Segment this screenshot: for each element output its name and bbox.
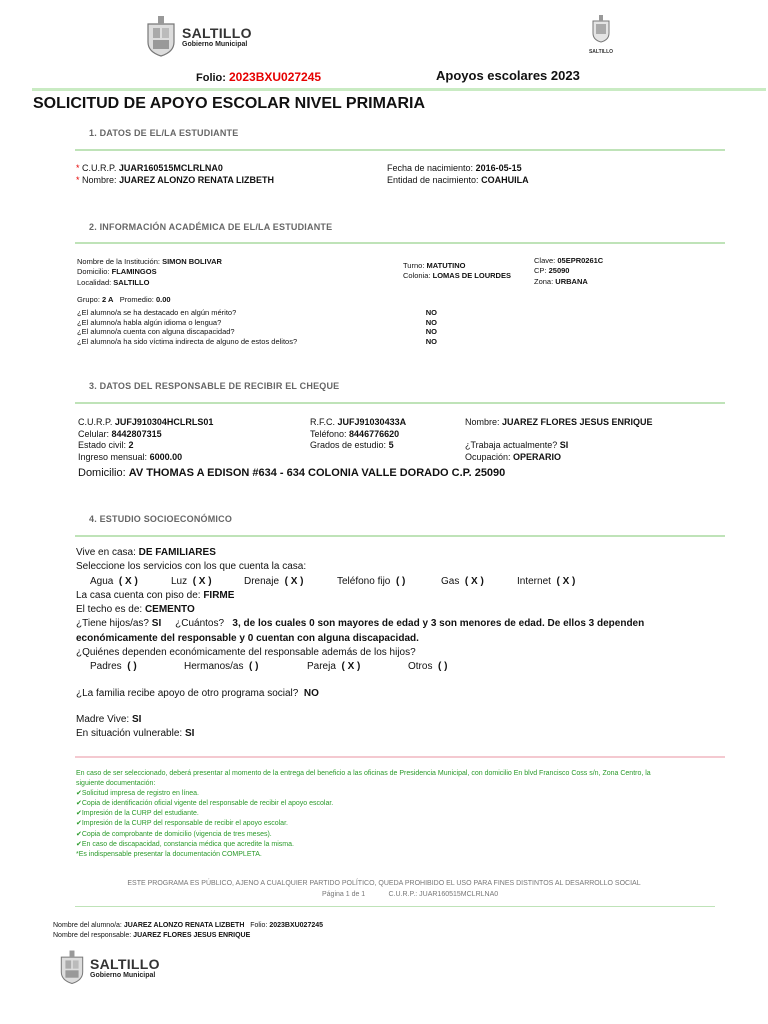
services-label: Seleccione los servicios con los que cuenta la casa: [76,561,307,573]
school-address: Domicilio: FLAMINGOS [77,267,157,276]
documentation-notice [76,769,726,860]
responsible-col-3 [465,417,653,463]
small-coat-of-arms-icon [590,14,612,44]
footer-coat-of-arms-icon [58,946,86,988]
notice-divider [75,756,725,758]
school-zone: Zona: URBANA [534,277,588,286]
section-1-divider [75,149,725,151]
small-logo [584,14,618,55]
saltillo-logo [144,14,252,58]
disclaimer: ESTE PROGRAMA ES PÚBLICO, AJENO A CUALQUIER PARTIDO POLÍTICO, QUEDA PROHIBIDO EL USO PARA FINES DISTINTOS AL DESARROLLO SOCIAL [127,880,641,887]
notice-item: ✔Copia de comprobante de domicilio (vigencia de tres meses). [76,830,272,838]
footer-logo-name: SALTILLO [90,955,160,972]
student-questions [77,308,437,346]
notice-item: ✔En caso de discapacidad, constancia médica que acredite la misma. [76,840,294,848]
section-3-divider [75,402,725,404]
dependent-item: Pareja ( X ) [307,661,361,673]
responsible-address: Domicilio: AV THOMAS A EDISON #634 - 634 COLONIA VALLE DORADO C.P. 25090 [78,467,506,479]
question-row: ¿El alumno/a se ha destacado en algún mérito? NO [77,308,437,317]
school-colonia: Colonia: LOMAS DE LOURDES [403,271,511,280]
footer-divider [75,906,715,907]
responsible-works: ¿Trabaja actualmente? SI [465,440,569,450]
section-4-divider [75,535,725,537]
children: ¿Tiene hijos/as? SI ¿Cuántos? 3, de los cuales 0 son mayores de edad y 3 son menores de edad. De ellos 3 dependen [76,618,645,630]
responsible-cell: Celular: 8442807315 [78,428,162,439]
dependent-item: Padres ( ) [90,661,137,673]
responsible-col-1 [78,417,213,463]
responsible-rfc: R.F.C. JUFJ91030433A [310,417,407,427]
folio: Folio: 2023BXU027245 [196,70,322,84]
program-name: Apoyos escolares 2023 [436,68,580,83]
folio-value: 2023BXU027245 [229,70,322,84]
socioeconomic-block [76,546,716,742]
lives-in: Vive en casa: DE FAMILIARES [76,547,216,558]
student-name: * Nombre: JUAREZ ALONZO RENATA LIZBETH [76,175,275,185]
dependent-item: Otros ( ) [408,661,448,673]
school-key: Clave: 05EPR0261C [534,256,604,265]
section-2-title: 2. INFORMACIÓN ACADÉMICA DE EL/LA ESTUDIANTE [89,222,333,232]
page-title: SOLICITUD DE APOYO ESCOLAR NIVEL PRIMARIA [33,95,426,112]
school-cp: CP: 25090 [534,266,570,275]
footer-responsible: Nombre del responsable: JUAREZ FLORES JESUS ENRIQUE [53,932,251,939]
section-1-title: 1. DATOS DE EL/LA ESTUDIANTE [89,128,239,138]
school-locality: Localidad: SALTILLO [77,278,150,287]
notice-item: ✔Solicitud impresa de registro en línea. [76,790,199,798]
responsible-name: Nombre: JUAREZ FLORES JESUS ENRIQUE [465,417,653,427]
children-detail: económicamente del responsable y 0 cuentan con alguna discapacidad. [76,632,419,644]
logo-name: SALTILLO [182,24,252,41]
dependents-list [76,660,716,674]
question-row: ¿El alumno/a ha sido víctima indirecta de alguno de estos delitos? NO [77,336,437,346]
small-logo-text: SALTILLO [588,49,614,55]
notice-item: ✔Copia de identificación oficial vigente del responsable de recibir el apoyo escolar. [76,800,334,808]
responsible-occupation: Ocupación: OPERARIO [465,451,562,462]
mother-alive: Madre Vive: SI [76,713,142,725]
student-birthdate: Fecha de nacimiento: 2016-05-15 [387,163,522,173]
footer-logo-subtitle: Gobierno Municipal [90,971,156,979]
question-row: ¿El alumno/a cuenta con alguna discapacidad? NO [77,327,437,336]
social-program: ¿La familia recibe apoyo de otro programa social? NO [76,687,319,699]
roof-type: El techo es de: CEMENTO [76,604,195,616]
section-4-title: 4. ESTUDIO SOCIOECONÓMICO [89,514,233,524]
school-shift: Turno: MATUTINO [403,261,466,270]
responsible-income: Ingreso mensual: 6000.00 [78,451,183,462]
service-item: Teléfono fijo ( ) [337,575,406,587]
services-list [76,575,716,589]
notice-intro: En caso de ser seleccionado, deberá presentar al momento de la entrega del beneficio a las oficinas de Presidencia Municipal, con domicilio En blvd Francisco Coss s/n, Zona Centro, la [76,770,651,777]
section-3-title: 3. DATOS DEL RESPONSABLE DE RECIBIR EL CHEQUE [89,381,340,391]
notice-closing: *Es indispensable presentar la documentación COMPLETA. [76,850,262,858]
notice-item: ✔Impresión de la CURP del estudiante. [76,810,199,818]
question-row: ¿El alumno/a habla algún idioma o lengua? NO [77,317,437,327]
page-number: Página 1 de 1 C.U.R.P.: JUAR160515MCLRLNA0 [322,891,499,898]
responsible-phone: Teléfono: 8446776620 [310,428,400,439]
service-item: Gas ( X ) [441,575,484,587]
service-item: Agua ( X ) [90,575,138,587]
service-item: Luz ( X ) [171,575,212,587]
dependent-item: Hermanos/as ( ) [184,661,259,673]
floor-type: La casa cuenta con piso de: FIRME [76,589,235,601]
school-name: Nombre de la Institución: SIMON BOLIVAR [77,257,222,266]
coat-of-arms-icon [144,14,178,58]
service-item: Drenaje ( X ) [244,575,304,587]
responsible-col-2 [310,417,406,452]
footer-student: Nombre del alumno/a: JUAREZ ALONZO RENATA LIZBETH Folio: 2023BXU027245 [53,922,324,929]
section-2-divider [75,242,725,244]
notice-item: ✔Impresión de la CURP del responsable de recibir el apoyo escolar. [76,820,288,828]
student-birthplace: Entidad de nacimiento: COAHUILA [387,175,529,185]
student-curp: * C.U.R.P. JUAR160515MCLRLNA0 [76,163,223,173]
service-item: Internet ( X ) [517,575,576,587]
group-average: Grupo: 2 A Promedio: 0.00 [77,295,171,304]
vulnerable: En situación vulnerable: SI [76,728,195,740]
responsible-education: Grados de estudio: 5 [310,440,394,450]
notice-intro-2: siguiente documentación: [76,780,156,788]
footer-saltillo-logo [58,946,160,988]
logo-subtitle: Gobierno Municipal [182,40,248,48]
dependents-label: ¿Quiénes dependen económicamente del responsable además de los hijos? [76,647,416,659]
header-divider [32,88,766,91]
responsible-civil-status: Estado civil: 2 [78,440,134,450]
responsible-curp: C.U.R.P. JUFJ910304HCLRLS01 [78,417,214,427]
